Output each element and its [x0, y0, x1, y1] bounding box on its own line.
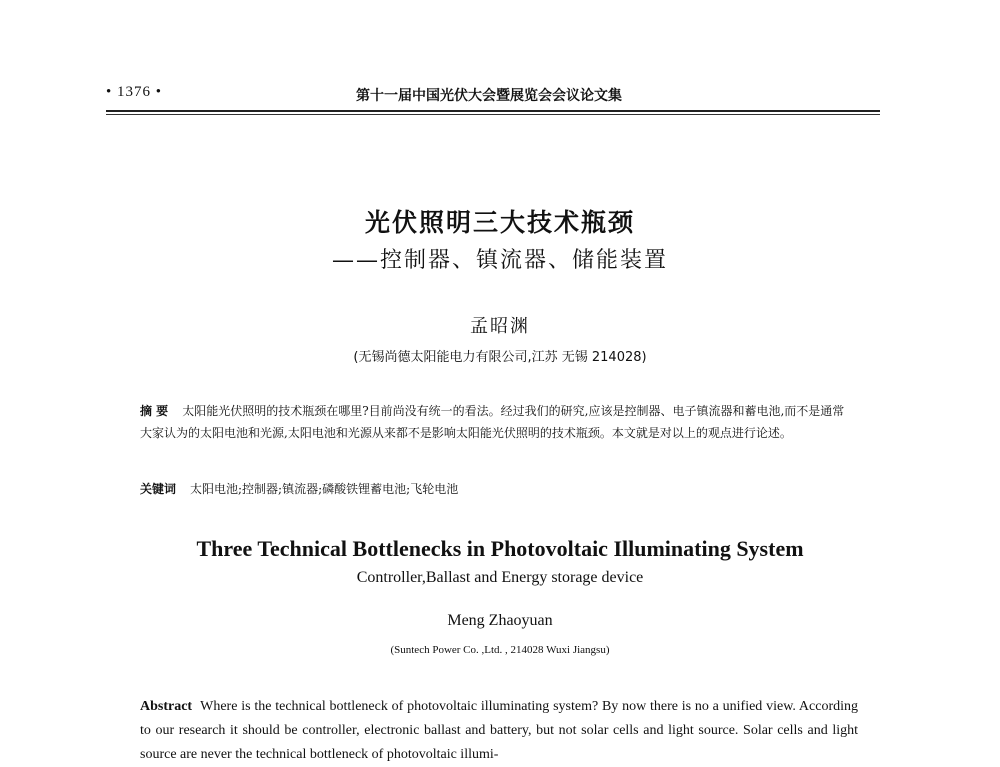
- english-subtitle: Controller,Ballast and Energy storage device: [356, 569, 644, 586]
- chinese-abstract: [140, 400, 856, 444]
- chinese-title: 光伏照明三大技术瓶颈: [364, 208, 635, 237]
- header-rule-thin: [106, 114, 880, 115]
- chinese-affiliation: (无锡尚德太阳能电力有限公司,江苏 无锡 214028): [353, 350, 647, 365]
- english-author: Meng Zhaoyuan: [447, 612, 553, 629]
- running-title: 第十一届中国光伏大会暨展览会会议论文集: [356, 88, 622, 104]
- chinese-keywords-text: 太阳电池;控制器;镇流器;磷酸铁锂蓄电池;飞轮电池: [190, 482, 459, 496]
- chinese-keywords: [140, 480, 458, 497]
- chinese-subtitle: ——控制器、镇流器、储能装置: [331, 248, 668, 273]
- chinese-keywords-label: 关键词: [140, 482, 177, 496]
- running-header: [106, 84, 880, 106]
- english-abstract-label: Abstract: [140, 699, 193, 714]
- page-number: • 1376 •: [106, 84, 163, 100]
- header-rule-thick: [106, 110, 880, 112]
- english-abstract: [140, 695, 858, 767]
- chinese-abstract-label: 摘 要: [140, 404, 169, 418]
- chinese-author: 孟昭渊: [470, 316, 530, 337]
- english-title: Three Technical Bottlenecks in Photovoltaic Illuminating System: [196, 536, 804, 561]
- english-affiliation: (Suntech Power Co. ,Ltd. , 214028 Wuxi Jiangsu): [390, 644, 610, 656]
- english-abstract-text: Where is the technical bottleneck of photovoltaic illuminating system? By now there is no a unified view. According to our research it should be controller, electronic ballast and battery, but not solar cells and light source. Solar cells and light source are never the technical bottleneck of photovoltaic illumi-: [140, 699, 858, 762]
- chinese-abstract-text: 太阳能光伏照明的技术瓶颈在哪里?目前尚没有统一的看法。经过我们的研究,应该是控制器、电子镇流器和蓄电池,而不是通常大家认为的太阳电池和光源,太阳电池和光源从来都不是影响太阳能光伏照明的技术瓶颈。本文就是对以上的观点进行论述。: [140, 404, 845, 440]
